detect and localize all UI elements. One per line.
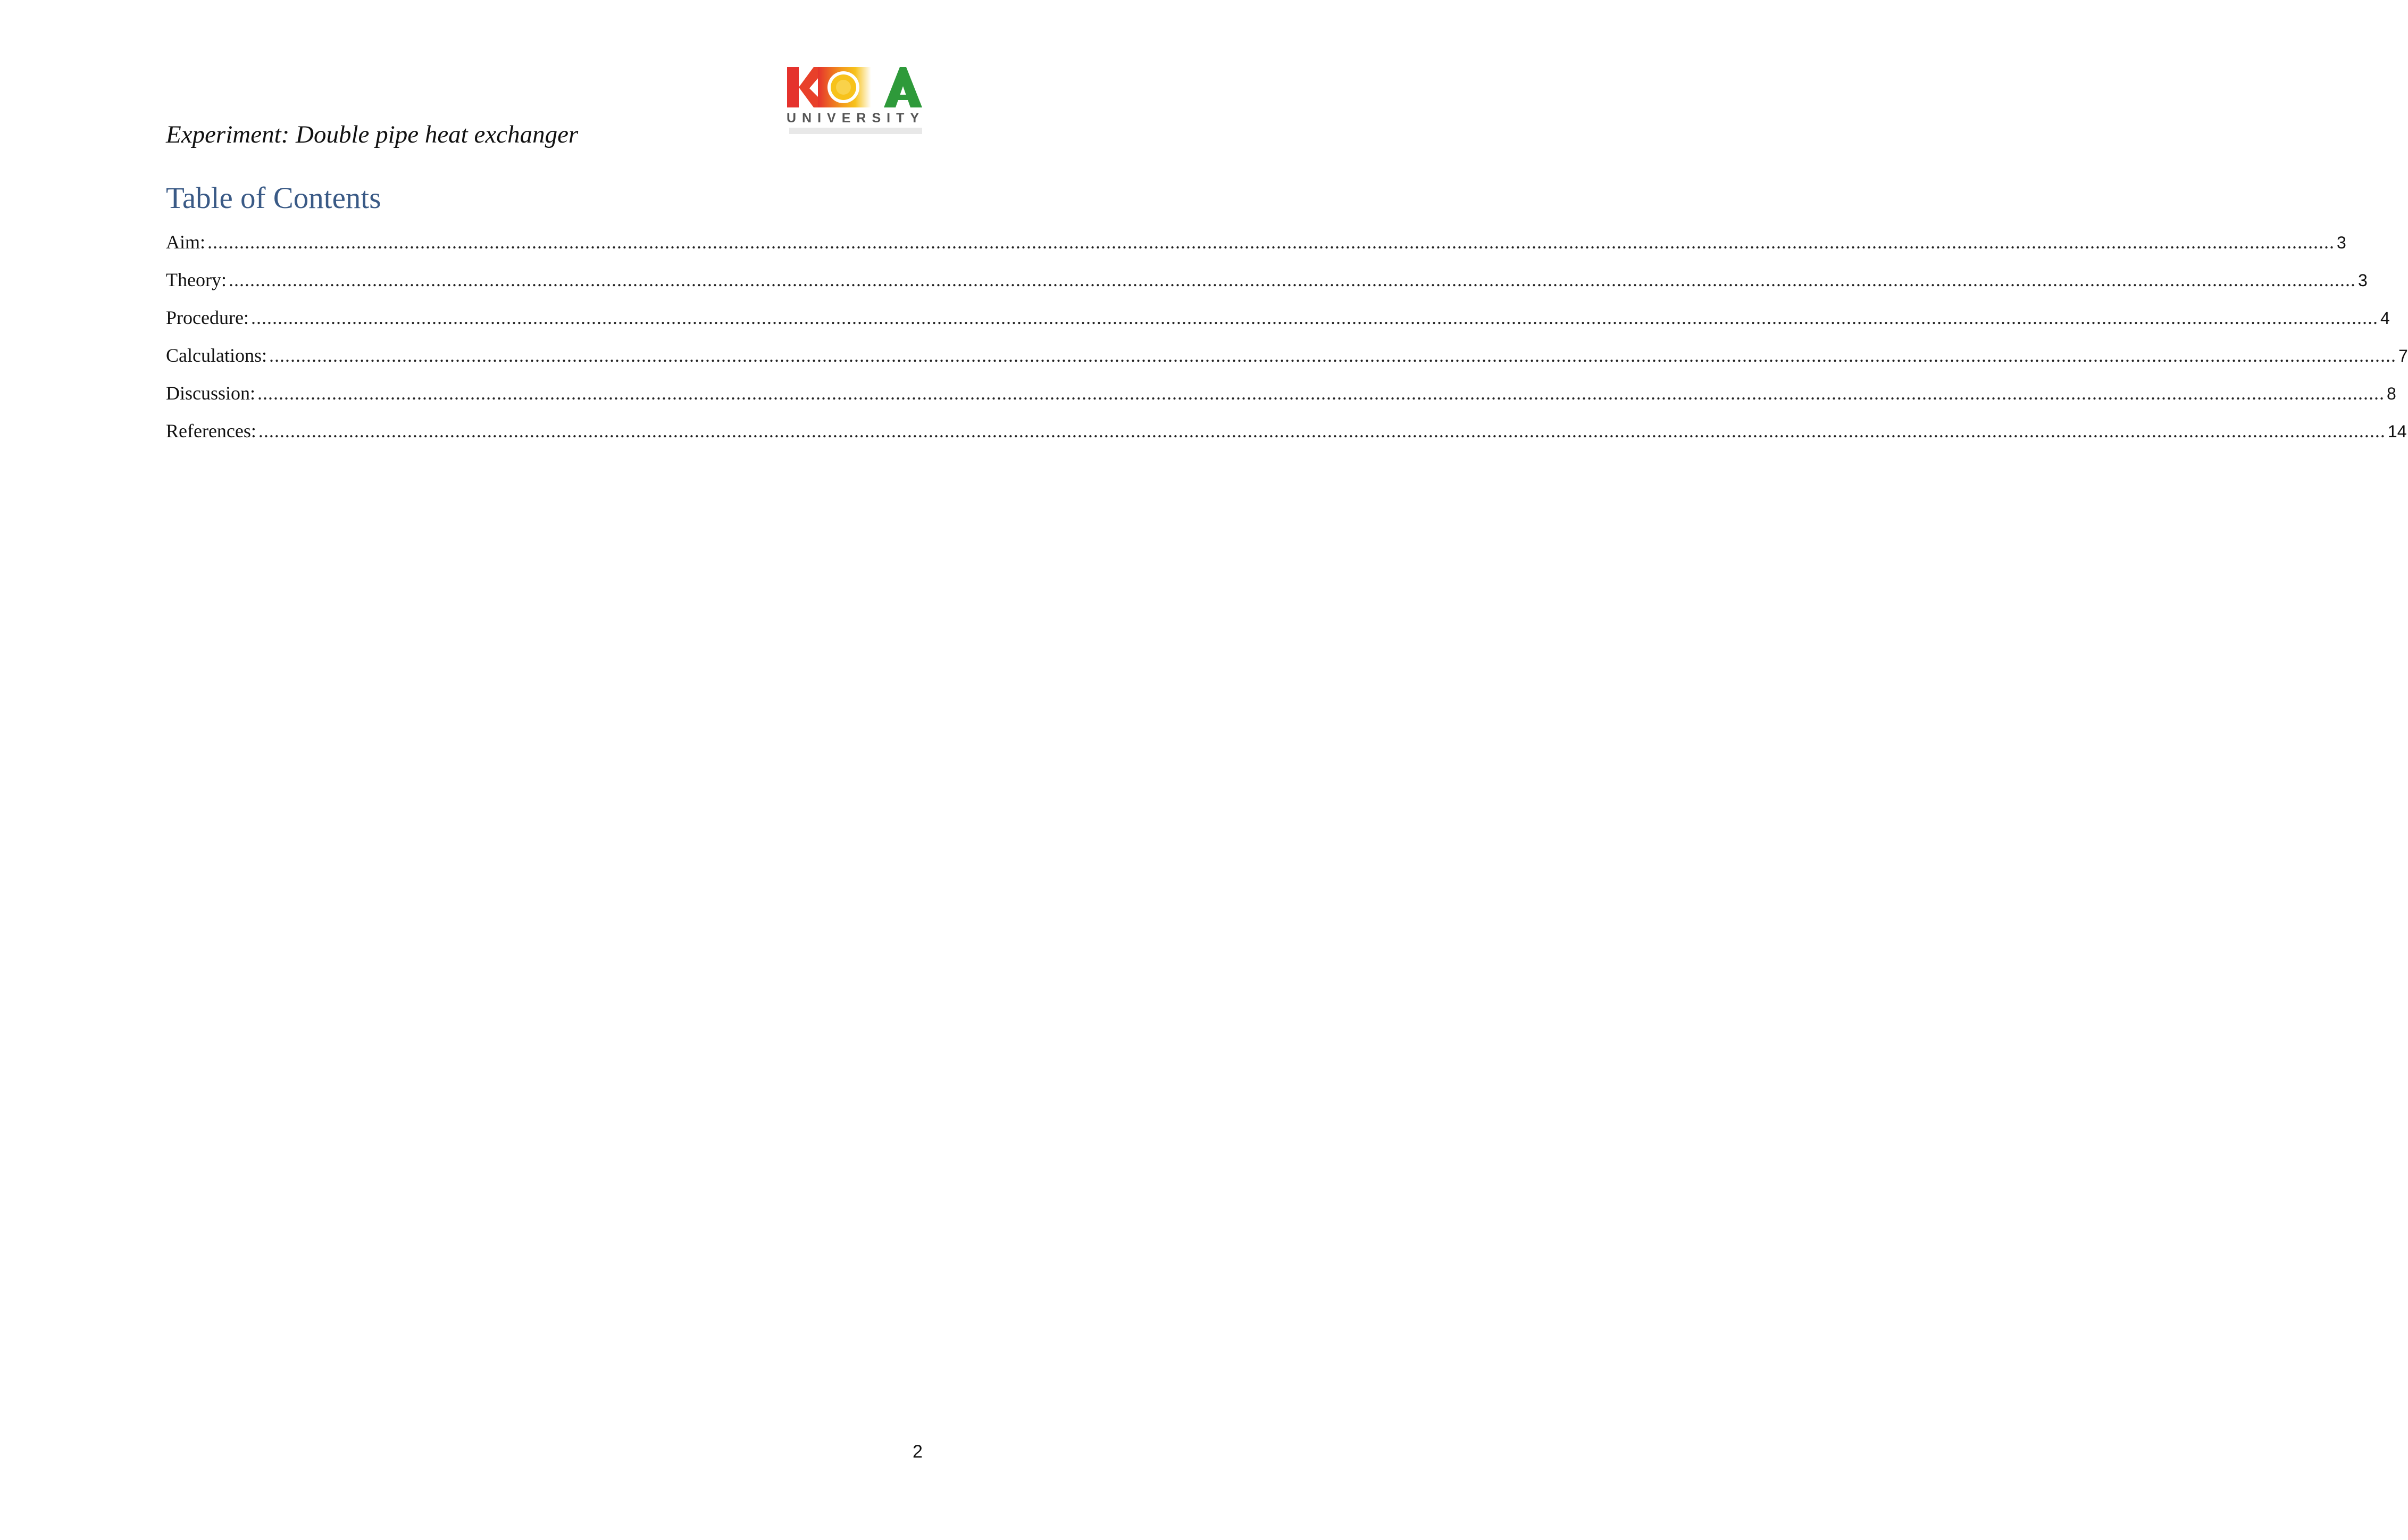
- toc-heading: Table of Contents: [166, 181, 381, 215]
- toc-entry-procedure[interactable]: [166, 306, 2390, 344]
- toc-entry-label: Theory:: [166, 269, 227, 290]
- toc-entry-page: 4: [2380, 309, 2390, 328]
- toc-entry-page: 3: [2337, 233, 2346, 252]
- toc-dot-leader: ................................................................................................................................................................................................................................................................................................................................................................................................................: [228, 269, 2356, 290]
- toc-dot-leader: ................................................................................................................................................................................................................................................................................................................................................................................................................: [258, 420, 2386, 442]
- toc-entry-label: References:: [166, 420, 256, 442]
- toc-entry-label: Discussion:: [166, 382, 256, 404]
- toc-entry-discussion[interactable]: [166, 382, 2396, 420]
- toc-entry-page: 7: [2398, 346, 2408, 365]
- toc-entry-aim[interactable]: [166, 231, 2346, 269]
- toc-dot-leader: ................................................................................................................................................................................................................................................................................................................................................................................................................: [250, 307, 2378, 328]
- toc-entry-calculations[interactable]: [166, 344, 2408, 382]
- toc-dot-leader: ................................................................................................................................................................................................................................................................................................................................................................................................................: [207, 231, 2335, 253]
- toc-dot-leader: ................................................................................................................................................................................................................................................................................................................................................................................................................: [269, 345, 2396, 366]
- toc-entry-label: Calculations:: [166, 345, 267, 366]
- toc-entry-page: 3: [2357, 271, 2368, 290]
- experiment-title: Experiment: Double pipe heat exchanger: [166, 121, 579, 148]
- logo-university-text: UNIVERSITY: [786, 111, 925, 126]
- koya-university-logo: [786, 65, 925, 137]
- toc-list: [166, 231, 2408, 457]
- toc-entry-page: 14: [2387, 422, 2407, 441]
- page-number: 2: [913, 1442, 923, 1462]
- toc-entry-references[interactable]: [166, 420, 2407, 457]
- toc-entry-page: 8: [2387, 384, 2396, 403]
- toc-entry-label: Procedure:: [166, 307, 249, 328]
- toc-dot-leader: ................................................................................................................................................................................................................................................................................................................................................................................................................: [257, 382, 2385, 404]
- toc-entry-label: Aim:: [166, 231, 206, 253]
- toc-entry-theory[interactable]: [166, 269, 2368, 306]
